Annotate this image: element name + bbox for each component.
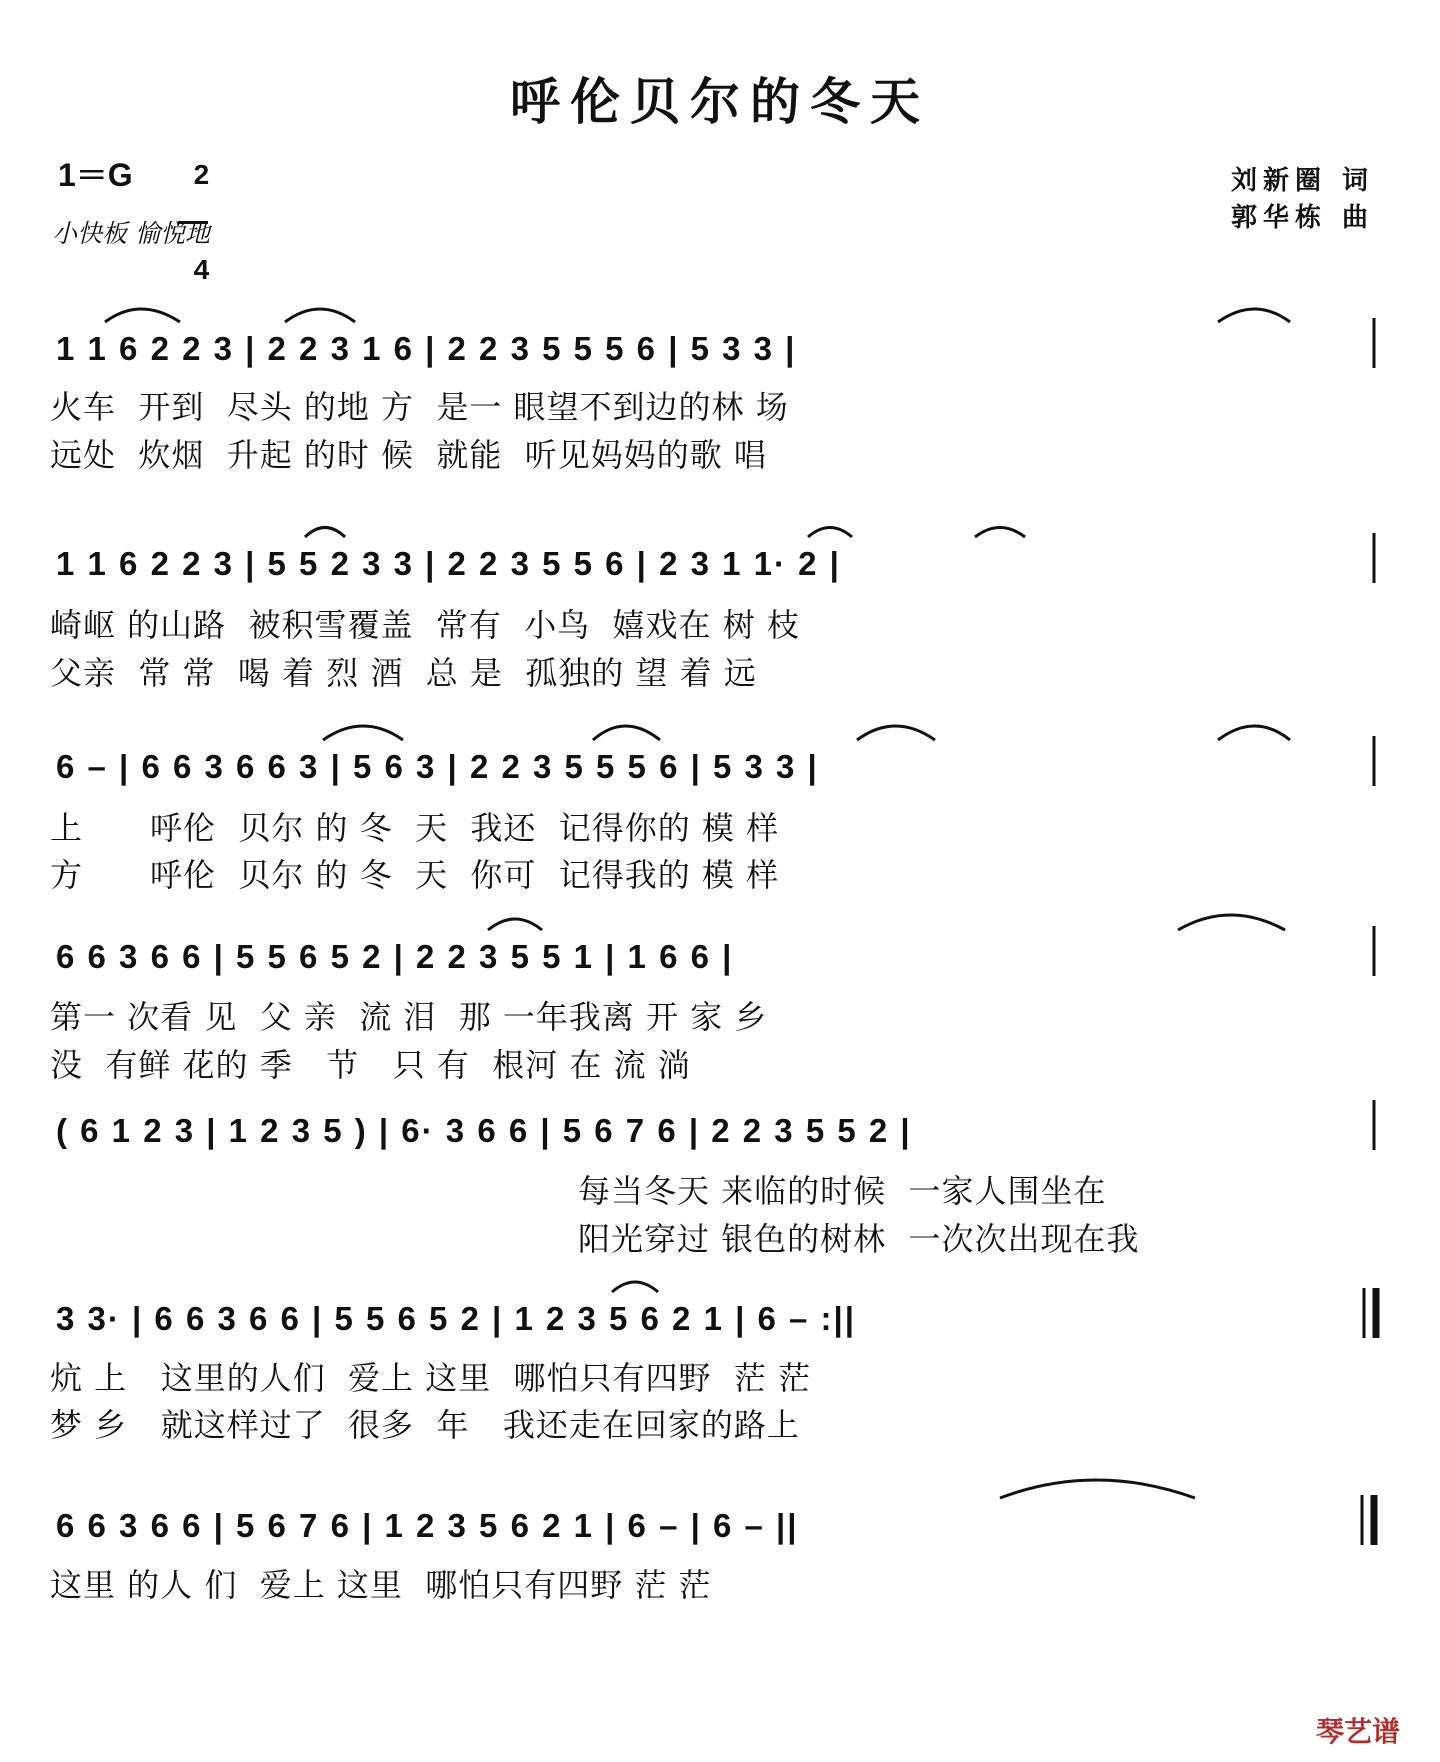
lyrics-line-1-verse-1: 火车 开到 尽头 的地 方 是一 眼望不到边的林 场 <box>50 388 789 426</box>
tempo-marking: 小快板 愉悦地 <box>52 219 210 248</box>
slur <box>1000 1480 1195 1498</box>
slur <box>808 528 852 538</box>
lyrics-line-7-verse-1: 这里 的人 们 爱上 这里 哪怕只有四野 茫 茫 <box>50 1566 712 1604</box>
composer-credit: 郭华栋 曲 <box>1230 203 1374 233</box>
song-title: 呼伦贝尔的冬天 <box>510 72 930 131</box>
notation-line-6: 3 3· | 6 6 3 6 6 | 5 5 6 5 2 | 1 2 3 5 6 2 1 | 6 – :|| <box>56 1300 857 1337</box>
slur <box>612 1282 658 1292</box>
time-signature-top: 2 <box>193 159 210 190</box>
lyricist-credit: 刘新圈 词 <box>1230 166 1374 196</box>
notation-line-5: ( 6 1 2 3 | 1 2 3 5 ) | 6· 3 6 6 | 5 6 7 6 | 2 2 3 5 5 2 | <box>56 1112 912 1149</box>
lyrics-line-4-verse-2: 没 有鲜 花的 季 节 只 有 根河 在 流 淌 <box>50 1046 691 1084</box>
watermark-logo: 琴艺谱 <box>1315 1715 1400 1748</box>
slur <box>305 528 345 538</box>
slur <box>1218 726 1290 740</box>
slur <box>593 726 660 740</box>
lyrics-line-2-verse-2: 父亲 常 常 喝 着 烈 酒 总 是 孤独的 望 着 远 <box>50 654 757 692</box>
slur <box>105 309 180 322</box>
lyrics-line-3-verse-2: 方 呼伦 贝尔 的 冬 天 你可 记得我的 模 样 <box>50 856 780 894</box>
lyrics-line-4-verse-1: 第一 次看 见 父 亲 流 泪 那 一年我离 开 家 乡 <box>50 998 768 1036</box>
notation-line-1: 1 1 6 2 2 3 | 2 2 3 1 6 | 2 2 3 5 5 5 6 | 5 3 3 | <box>56 330 797 367</box>
lyrics-line-5-verse-2: 阳光穿过 银色的树林 一次次出现在我 <box>578 1220 1140 1258</box>
lyrics-line-1-verse-2: 远处 炊烟 升起 的时 候 就能 听见妈妈的歌 唱 <box>50 436 767 474</box>
slur <box>857 726 935 740</box>
key-signature: 1＝G <box>58 157 133 193</box>
repeat-barline <box>1364 1288 1376 1338</box>
lyrics-line-6-verse-2: 梦 乡 就这样过了 很多 年 我还走在回家的路上 <box>50 1406 800 1444</box>
lyrics-line-5-verse-1: 每当冬天 来临的时候 一家人围坐在 <box>578 1172 1107 1210</box>
slur <box>323 726 403 740</box>
notation-line-3: 6 – | 6 6 3 6 6 3 | 5 6 3 | 2 2 3 5 5 5 6 | 5 3 3 | <box>56 748 819 785</box>
slur <box>1218 309 1290 322</box>
time-signature-bottom: 4 <box>193 254 210 285</box>
final-barline <box>1362 1495 1374 1545</box>
notation-line-2: 1 1 6 2 2 3 | 5 5 2 3 3 | 2 2 3 5 5 6 | 2 3 1 1· 2 | <box>56 545 841 582</box>
slur <box>1178 915 1285 930</box>
slur <box>488 919 542 930</box>
notation-line-4: 6 6 3 6 6 | 5 5 6 5 2 | 2 2 3 5 5 1 | 1 6 6 | <box>56 938 734 975</box>
slur <box>975 528 1025 538</box>
lyrics-line-3-verse-1: 上 呼伦 贝尔 的 冬 天 我还 记得你的 模 样 <box>50 809 780 847</box>
lyrics-line-2-verse-1: 崎岖 的山路 被积雪覆盖 常有 小鸟 嬉戏在 树 枝 <box>50 606 800 644</box>
lyrics-line-6-verse-1: 炕 上 这里的人们 爱上 这里 哪怕只有四野 茫 茫 <box>50 1359 812 1397</box>
notation-line-7: 6 6 3 6 6 | 5 6 7 6 | 1 2 3 5 6 2 1 | 6 – | 6 – || <box>56 1507 799 1544</box>
slur <box>285 309 355 322</box>
